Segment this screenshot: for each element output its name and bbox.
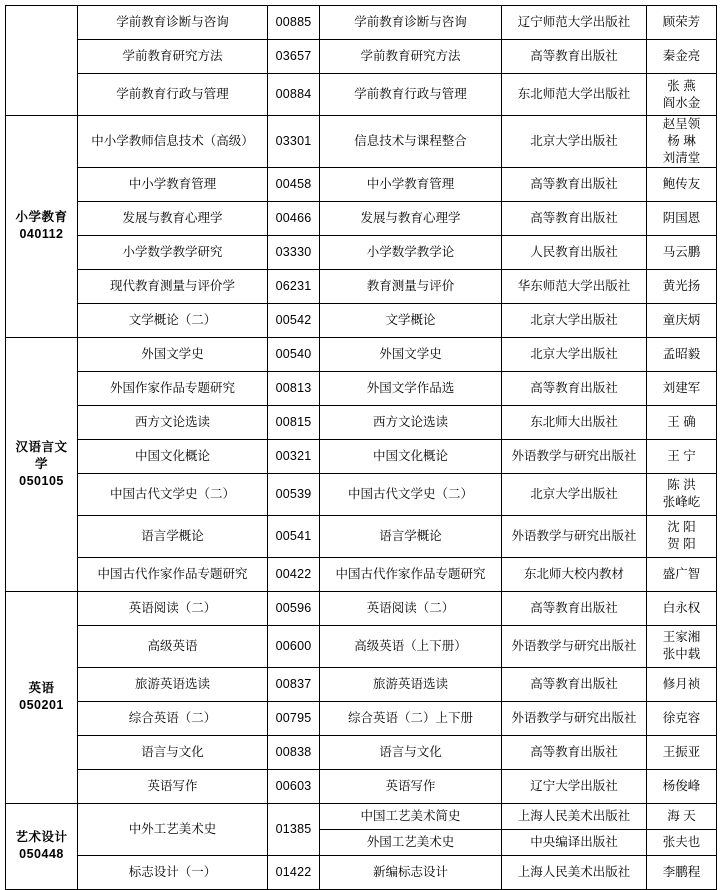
author-line: 杨 琳 <box>667 133 696 148</box>
publisher-cell: 外语教学与研究出版社 <box>502 515 647 557</box>
author-line: 杨俊峰 <box>662 778 701 793</box>
textbook-cell: 新编标志设计 <box>320 855 502 889</box>
textbook-cell: 西方文论选读 <box>320 405 502 439</box>
author-cell <box>647 439 717 473</box>
course-code-cell: 00422 <box>268 557 320 591</box>
author-cell <box>647 855 717 889</box>
table-row <box>6 667 717 701</box>
author-cell <box>647 116 717 168</box>
author-line: 王家湘 <box>662 630 701 645</box>
publisher-cell: 外语教学与研究出版社 <box>502 439 647 473</box>
course-name-cell: 西方文论选读 <box>78 405 268 439</box>
course-textbook-table <box>5 5 717 890</box>
table-row <box>6 701 717 735</box>
table-row <box>6 40 717 74</box>
author-cell <box>647 667 717 701</box>
publisher-cell: 人民教育出版社 <box>502 235 647 269</box>
textbook-cell: 中小学教育管理 <box>320 167 502 201</box>
major-cell <box>6 803 78 889</box>
table-row <box>6 855 717 889</box>
course-code-cell: 00603 <box>268 769 320 803</box>
author-line: 修月祯 <box>662 676 701 691</box>
course-name-cell: 综合英语（二） <box>78 701 268 735</box>
course-code-cell: 00321 <box>268 439 320 473</box>
major-cell <box>6 116 78 338</box>
publisher-cell: 高等教育出版社 <box>502 667 647 701</box>
author-cell <box>647 269 717 303</box>
major-line: 艺术设计 <box>15 830 68 845</box>
publisher-cell: 东北师范大学出版社 <box>502 74 647 116</box>
author-cell <box>647 735 717 769</box>
publisher-cell: 外语教学与研究出版社 <box>502 625 647 667</box>
table-row <box>6 6 717 40</box>
author-line: 秦金亮 <box>662 49 701 64</box>
course-name-cell: 中外工艺美术史 <box>78 803 268 855</box>
publisher-cell: 北京大学出版社 <box>502 337 647 371</box>
major-cell <box>6 337 78 591</box>
course-name-cell: 学前教育行政与管理 <box>78 74 268 116</box>
textbook-cell: 中国文化概论 <box>320 439 502 473</box>
course-code-cell: 01422 <box>268 855 320 889</box>
author-line: 黄光扬 <box>662 278 701 293</box>
course-name-cell: 语言学概论 <box>78 515 268 557</box>
major-line: 学 <box>34 456 48 471</box>
course-name-cell: 发展与教育心理学 <box>78 201 268 235</box>
table-row <box>6 74 717 116</box>
table-row <box>6 269 717 303</box>
publisher-cell: 北京大学出版社 <box>502 116 647 168</box>
course-name-cell: 高级英语 <box>78 625 268 667</box>
major-cell <box>6 591 78 803</box>
textbook-cell: 英语写作 <box>320 769 502 803</box>
table-row <box>6 371 717 405</box>
publisher-cell: 外语教学与研究出版社 <box>502 701 647 735</box>
table-body <box>6 6 717 890</box>
author-line: 顾荣芳 <box>662 15 701 30</box>
publisher-cell: 高等教育出版社 <box>502 167 647 201</box>
textbook-cell: 语言学概论 <box>320 515 502 557</box>
course-code-cell: 00596 <box>268 591 320 625</box>
author-line: 赵呈领 <box>662 117 701 131</box>
textbook-cell: 旅游英语选读 <box>320 667 502 701</box>
publisher-cell: 北京大学出版社 <box>502 473 647 515</box>
author-line: 刘建军 <box>662 380 701 395</box>
author-line: 王振亚 <box>662 744 701 759</box>
course-code-cell: 00813 <box>268 371 320 405</box>
table-row <box>6 803 717 829</box>
author-cell <box>647 74 717 116</box>
course-name-cell: 中国古代文学史（二） <box>78 473 268 515</box>
author-cell <box>647 803 717 829</box>
table-row <box>6 337 717 371</box>
author-line: 贺 阳 <box>667 537 696 552</box>
textbook-cell: 信息技术与课程整合 <box>320 116 502 168</box>
author-line: 刘清堂 <box>662 150 701 165</box>
author-cell <box>647 235 717 269</box>
course-name-cell: 中国文化概论 <box>78 439 268 473</box>
major-line: 小学教育 <box>15 210 68 225</box>
author-cell <box>647 515 717 557</box>
author-line: 张中载 <box>662 647 701 662</box>
textbook-cell: 英语阅读（二） <box>320 591 502 625</box>
publisher-cell: 高等教育出版社 <box>502 201 647 235</box>
table-row <box>6 557 717 591</box>
publisher-cell: 北京大学出版社 <box>502 303 647 337</box>
table-row <box>6 591 717 625</box>
author-line: 白永权 <box>662 600 701 615</box>
textbook-cell: 语言与文化 <box>320 735 502 769</box>
author-line: 鲍传友 <box>662 176 701 191</box>
course-name-cell: 标志设计（一） <box>78 855 268 889</box>
publisher-cell: 高等教育出版社 <box>502 735 647 769</box>
author-line: 童庆炳 <box>662 312 701 327</box>
author-cell <box>647 303 717 337</box>
major-line: 050105 <box>19 473 64 488</box>
author-cell <box>647 591 717 625</box>
table-row <box>6 625 717 667</box>
textbook-cell: 中国古代文学史（二） <box>320 473 502 515</box>
table-row <box>6 405 717 439</box>
course-code-cell: 00837 <box>268 667 320 701</box>
course-code-cell: 00838 <box>268 735 320 769</box>
publisher-cell: 辽宁师范大学出版社 <box>502 6 647 40</box>
publisher-cell: 高等教育出版社 <box>502 40 647 74</box>
publisher-cell: 中央编译出版社 <box>502 829 647 855</box>
author-line: 张夫也 <box>662 834 701 849</box>
course-name-cell: 英语写作 <box>78 769 268 803</box>
textbook-cell: 学前教育研究方法 <box>320 40 502 74</box>
textbook-cell: 发展与教育心理学 <box>320 201 502 235</box>
author-line: 海 天 <box>667 808 696 823</box>
textbook-cell: 小学数学教学论 <box>320 235 502 269</box>
course-code-cell: 06231 <box>268 269 320 303</box>
table-row <box>6 769 717 803</box>
course-name-cell: 旅游英语选读 <box>78 667 268 701</box>
course-name-cell: 文学概论（二） <box>78 303 268 337</box>
course-code-cell: 00795 <box>268 701 320 735</box>
major-line: 050201 <box>19 698 64 713</box>
publisher-cell: 东北师大校内教材 <box>502 557 647 591</box>
author-line: 盛广智 <box>662 566 701 581</box>
publisher-cell: 高等教育出版社 <box>502 591 647 625</box>
course-code-cell: 03330 <box>268 235 320 269</box>
author-cell <box>647 405 717 439</box>
course-code-cell: 00466 <box>268 201 320 235</box>
publisher-cell: 辽宁大学出版社 <box>502 769 647 803</box>
textbook-cell: 外国文学史 <box>320 337 502 371</box>
textbook-cell: 中国工艺美术简史 <box>320 803 502 829</box>
author-cell <box>647 473 717 515</box>
author-cell <box>647 337 717 371</box>
course-name-cell: 现代教育测量与评价学 <box>78 269 268 303</box>
document-page <box>0 5 721 879</box>
author-line: 阎水金 <box>662 95 701 110</box>
table-row <box>6 303 717 337</box>
author-line: 孟昭毅 <box>662 346 701 361</box>
author-line: 李鹏程 <box>662 864 701 879</box>
major-line: 050448 <box>19 847 64 862</box>
author-line: 沈 阳 <box>667 520 696 535</box>
course-code-cell: 00458 <box>268 167 320 201</box>
author-line: 张峰屹 <box>662 495 701 510</box>
author-cell <box>647 40 717 74</box>
course-name-cell: 学前教育研究方法 <box>78 40 268 74</box>
author-cell <box>647 829 717 855</box>
textbook-cell: 中国古代作家作品专题研究 <box>320 557 502 591</box>
textbook-cell: 学前教育行政与管理 <box>320 74 502 116</box>
course-name-cell: 中小学教育管理 <box>78 167 268 201</box>
course-name-cell: 语言与文化 <box>78 735 268 769</box>
table-row <box>6 473 717 515</box>
publisher-cell: 华东师范大学出版社 <box>502 269 647 303</box>
course-name-cell: 英语阅读（二） <box>78 591 268 625</box>
author-line: 张 燕 <box>667 78 696 93</box>
table-row <box>6 439 717 473</box>
course-name-cell: 中小学教师信息技术（高级） <box>78 116 268 168</box>
author-cell <box>647 371 717 405</box>
course-name-cell: 中国古代作家作品专题研究 <box>78 557 268 591</box>
table-row <box>6 201 717 235</box>
author-cell <box>647 167 717 201</box>
publisher-cell: 高等教育出版社 <box>502 371 647 405</box>
major-line: 汉语言文 <box>15 439 68 454</box>
textbook-cell: 教育测量与评价 <box>320 269 502 303</box>
course-code-cell: 00884 <box>268 74 320 116</box>
author-cell <box>647 201 717 235</box>
publisher-cell: 上海人民美术出版社 <box>502 855 647 889</box>
course-code-cell: 03657 <box>268 40 320 74</box>
course-code-cell: 00542 <box>268 303 320 337</box>
course-name-cell: 小学数学教学研究 <box>78 235 268 269</box>
course-code-cell: 00600 <box>268 625 320 667</box>
publisher-cell: 东北师大出版社 <box>502 405 647 439</box>
author-line: 王 宁 <box>667 448 696 463</box>
table-row <box>6 167 717 201</box>
author-cell <box>647 769 717 803</box>
course-code-cell: 00541 <box>268 515 320 557</box>
table-row <box>6 235 717 269</box>
course-name-cell: 外国文学史 <box>78 337 268 371</box>
textbook-cell: 综合英语（二）上下册 <box>320 701 502 735</box>
author-cell <box>647 6 717 40</box>
textbook-cell: 高级英语（上下册） <box>320 625 502 667</box>
author-line: 陈 洪 <box>667 478 696 493</box>
textbook-cell: 学前教育诊断与咨询 <box>320 6 502 40</box>
author-line: 阴国恩 <box>662 210 701 225</box>
major-line: 040112 <box>19 227 64 242</box>
publisher-cell: 上海人民美术出版社 <box>502 803 647 829</box>
course-name-cell: 学前教育诊断与咨询 <box>78 6 268 40</box>
course-name-cell: 外国作家作品专题研究 <box>78 371 268 405</box>
author-line: 徐克容 <box>662 710 701 725</box>
major-line: 英语 <box>28 681 55 696</box>
course-code-cell: 00815 <box>268 405 320 439</box>
table-row <box>6 515 717 557</box>
author-cell <box>647 625 717 667</box>
course-code-cell: 00885 <box>268 6 320 40</box>
course-code-cell: 00540 <box>268 337 320 371</box>
textbook-cell: 外国文学作品选 <box>320 371 502 405</box>
author-cell <box>647 701 717 735</box>
course-code-cell: 01385 <box>268 803 320 855</box>
table-row <box>6 116 717 168</box>
author-cell <box>647 557 717 591</box>
major-cell <box>6 6 78 116</box>
textbook-cell: 文学概论 <box>320 303 502 337</box>
textbook-cell: 外国工艺美术史 <box>320 829 502 855</box>
course-code-cell: 03301 <box>268 116 320 168</box>
author-line: 王 确 <box>667 414 696 429</box>
author-line: 马云鹏 <box>662 244 701 259</box>
course-code-cell: 00539 <box>268 473 320 515</box>
table-row <box>6 735 717 769</box>
